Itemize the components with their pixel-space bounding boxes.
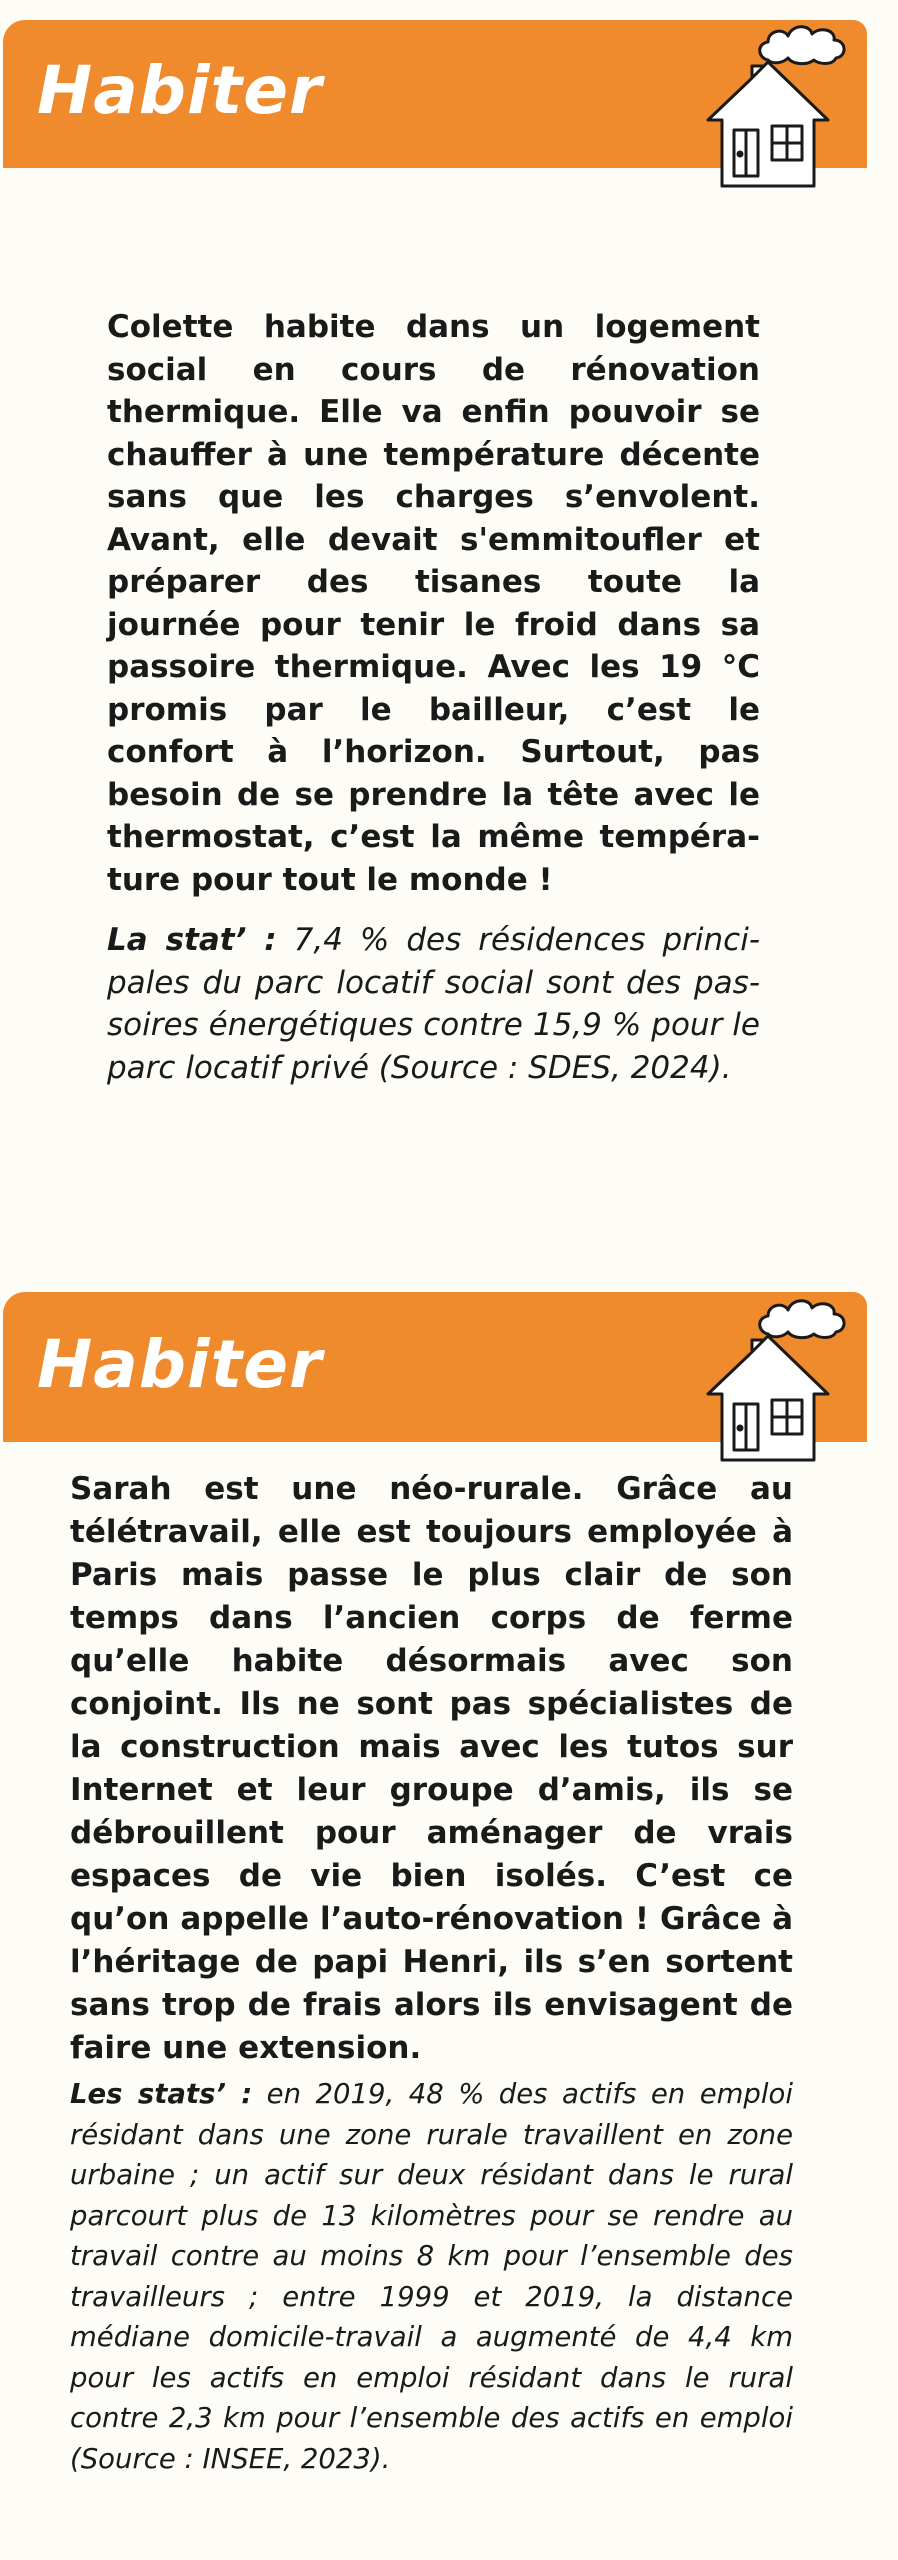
stat-label: La stat’ : <box>107 922 277 958</box>
house-icon <box>660 1276 870 1476</box>
section-title: Habiter <box>37 52 323 129</box>
stat-text: en 2019, 48 % des actifs en emploi résidant dans une zone rurale travaillent en zone urbaine ; un actif sur deux résidant dans le rural parcourt plus de 13 kilomètres pour se rendre au travail contre au moins 8 km pour l’ensemble des travailleurs ; entre 1999 et 2019, la distance médiane domicile-travail a augmenté de 4,4 km pour les actifs en emploi résidant dans le rural contre 2,3 km pour l’ensemble des actifs en emploi (Source : INSEE, 2023). <box>70 2078 793 2475</box>
house-icon <box>660 2 870 202</box>
section-1-stat <box>107 919 760 1089</box>
section-title: Habiter <box>37 1326 323 1403</box>
section-1-body: Colette habite dans un logement social en cours de rénovation thermique. Elle va enfin pouvoir se chauffer à une température décente sans que les charges s’envolent. Avant, elle devait s'emmitoufler et préparer des tisanes toute la journée pour tenir le froid dans sa passoire thermique. Avec les 19 °C promis par le bailleur, c’est le confort à l’horizon. Surtout, pas besoin de se prendre la tête avec le thermostat, c’est la même température pour tout le monde ! <box>107 309 760 898</box>
stat-text: 7,4 % des résidences principales du parc locatif social sont des passoires énergétiques contre 15,9 % pour le parc locatif privé (Source : SDES, 2024). <box>107 922 760 1086</box>
section-2-stat <box>70 2074 793 2479</box>
section-2-body: Sarah est une néo-rurale. Grâce au télétravail, elle est toujours employée à Paris mais passe le plus clair de son temps dans l’ancien corps de ferme qu’elle habite désormais avec son conjoint. Ils ne sont pas spécialistes de la construction mais avec les tutos sur Internet et leur groupe d’amis, ils se débrouillent pour aménager de vrais espaces de vie bien isolés. C’est ce qu’on appelle l’auto-rénovation ! Grâce à l’héritage de papi Henri, ils s’en sortent sans trop de frais alors ils envisagent de faire une extension. <box>70 1471 793 2066</box>
stat-label: Les stats’ : <box>70 2078 253 2110</box>
